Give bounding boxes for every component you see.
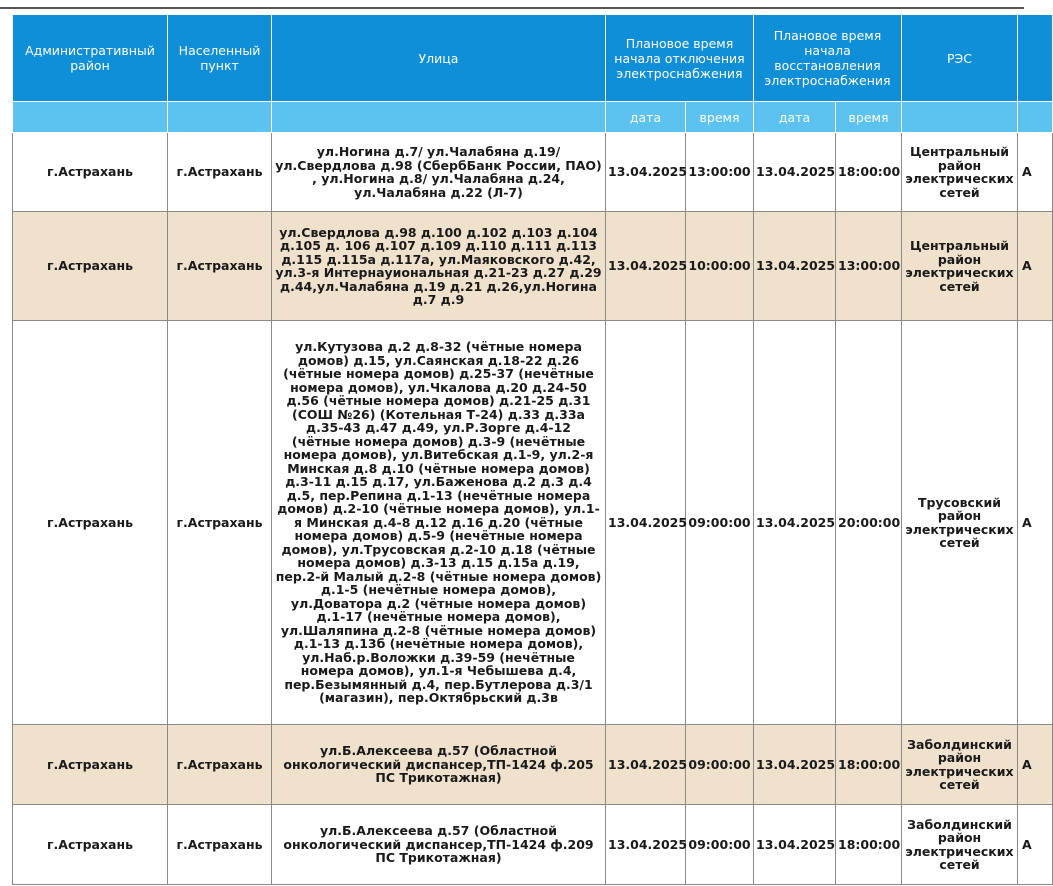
- cell-off-time: 13:00:00: [686, 133, 754, 212]
- cell-on-time: 13:00:00: [836, 212, 902, 321]
- cell-on-time: 18:00:00: [836, 725, 902, 805]
- column-header-locality: Населенный пункт: [168, 15, 272, 102]
- cell-on-date: 13.04.2025: [754, 321, 836, 725]
- subheader-off-time: время: [686, 102, 754, 133]
- cell-off-date: 13.04.2025: [606, 133, 686, 212]
- outage-table-wrapper: [12, 14, 1052, 885]
- cell-street: ул.Свердлова д.98 д.100 д.102 д.103 д.104 д.105 д. 106 д.107 д.109 д.110 д.111 д.113 д.115 д.115а д.117а, ул.Маяковского д.42, ул.3-я Интернауиональная д.21-23 д.27 д.29 д.44,ул.Чалабяна д.19 д.21 д.26,ул.Ногина д.7 д.9: [272, 212, 606, 321]
- cell-extra: А: [1018, 725, 1053, 805]
- cell-street: ул.Б.Алексеева д.57 (Областной онкологический диспансер,ТП-1424 ф.209 ПС Трикотажная): [272, 805, 606, 885]
- cell-res: Заболдинский район электрических сетей: [902, 725, 1018, 805]
- cell-extra: А: [1018, 805, 1053, 885]
- cell-off-date: 13.04.2025: [606, 321, 686, 725]
- table-row: [13, 133, 1053, 212]
- cell-res: Трусовский район электрических сетей: [902, 321, 1018, 725]
- cell-extra: А: [1018, 212, 1053, 321]
- table-row: [13, 725, 1053, 805]
- cell-locality: г.Астрахань: [168, 321, 272, 725]
- subheader-empty: [902, 102, 1018, 133]
- subheader-on-time: время: [836, 102, 902, 133]
- cell-off-time: 09:00:00: [686, 805, 754, 885]
- cell-district: г.Астрахань: [13, 212, 168, 321]
- cell-on-date: 13.04.2025: [754, 133, 836, 212]
- column-header-street: Улица: [272, 15, 606, 102]
- top-rule: [0, 7, 1024, 9]
- subheader-empty: [13, 102, 168, 133]
- cell-on-time: 18:00:00: [836, 805, 902, 885]
- cell-street: ул.Ногина д.7/ ул.Чалабяна д.19/ ул.Свердлова д.98 (СбербБанк России, ПАО) , ул.Ногина д.8/ ул.Чалабяна д.24, ул.Чалабяна д.22 (Л-7): [272, 133, 606, 212]
- table-row: [13, 321, 1053, 725]
- cell-on-time: 20:00:00: [836, 321, 902, 725]
- cell-extra: А: [1018, 133, 1053, 212]
- cell-on-date: 13.04.2025: [754, 725, 836, 805]
- cell-district: г.Астрахань: [13, 133, 168, 212]
- table-row: [13, 805, 1053, 885]
- cell-off-date: 13.04.2025: [606, 212, 686, 321]
- subheader-off-date: дата: [606, 102, 686, 133]
- subheader-on-date: дата: [754, 102, 836, 133]
- cell-district: г.Астрахань: [13, 321, 168, 725]
- cell-district: г.Астрахань: [13, 805, 168, 885]
- header-row: [13, 15, 1053, 102]
- cell-street: ул.Кутузова д.2 д.8-32 (чётные номера домов) д.15, ул.Саянская д.18-22 д.26 (чётные номера домов) д.25-37 (нечётные номера домов), ул.Чкалова д.20 д.24-50 д.56 (чётные номера домов) д.21-25 д.31 (СОШ №26) (Котельная Т-24) д.33 д.33а д.35-43 д.47 д.49, ул.Р.Зорге д.4-12 (чётные номера домов) д.3-9 (нечётные номера домов), ул.Витебская д.1-9, ул.2-я Минская д.8 д.10 (чётные номера домов) д.3-11 д.15 д.17, ул.Баженова д.2 д.3 д.4 д.5, пер.Репина д.1-13 (нечётные номера домов) д.2-10 (чётные номера домов), ул.1-я Минская д.4-8 д.12 д.16 д.20 (чётные номера домов) д.5-9 (нечётные номера домов), ул.Трусовская д.2-10 д.18 (чётные номера домов) д.3-13 д.15 д.15а д.19, пер.2-й Малый д.2-8 (чётные номера домов) д.1-5 (нечётные номера домов), ул.Доватора д.2 (чётные номера домов) д.1-17 (нечётные номера домов), ул.Шаляпина д.2-8 (чётные номера домов) д.1-13 д.13б (нечётные номера домов), ул.Наб.р.Воложки д.39-59 (нечётные номера домов), ул.1-я Чебышева д.4, пер.Безымянный д.4, пер.Бутлерова д.3/1 (магазин), пер.Октябрьский д.3в: [272, 321, 606, 725]
- cell-res: Центральный район электрических сетей: [902, 212, 1018, 321]
- cell-on-date: 13.04.2025: [754, 805, 836, 885]
- cell-off-date: 13.04.2025: [606, 805, 686, 885]
- subheader-empty: [272, 102, 606, 133]
- cell-on-date: 13.04.2025: [754, 212, 836, 321]
- cell-on-time: 18:00:00: [836, 133, 902, 212]
- subheader-empty: [1018, 102, 1053, 133]
- table-row: [13, 212, 1053, 321]
- outage-table: [12, 14, 1053, 885]
- cell-locality: г.Астрахань: [168, 805, 272, 885]
- cell-extra: А: [1018, 321, 1053, 725]
- cell-locality: г.Астрахань: [168, 133, 272, 212]
- cell-off-time: 09:00:00: [686, 321, 754, 725]
- column-header-extra: [1018, 15, 1053, 102]
- subheader-row: [13, 102, 1053, 133]
- cell-off-time: 10:00:00: [686, 212, 754, 321]
- cell-res: Заболдинский район электрических сетей: [902, 805, 1018, 885]
- subheader-empty: [168, 102, 272, 133]
- cell-locality: г.Астрахань: [168, 725, 272, 805]
- cell-locality: г.Астрахань: [168, 212, 272, 321]
- cell-res: Центральный район электрических сетей: [902, 133, 1018, 212]
- cell-street: ул.Б.Алексеева д.57 (Областной онкологический диспансер,ТП-1424 ф.205 ПС Трикотажная): [272, 725, 606, 805]
- column-header-off-time: Плановое время начала отключения электроснабжения: [606, 15, 754, 102]
- cell-off-time: 09:00:00: [686, 725, 754, 805]
- column-header-res: РЭС: [902, 15, 1018, 102]
- column-header-on-time: Плановое время начала восстановления электроснабжения: [754, 15, 902, 102]
- cell-off-date: 13.04.2025: [606, 725, 686, 805]
- cell-district: г.Астрахань: [13, 725, 168, 805]
- column-header-district: Административный район: [13, 15, 168, 102]
